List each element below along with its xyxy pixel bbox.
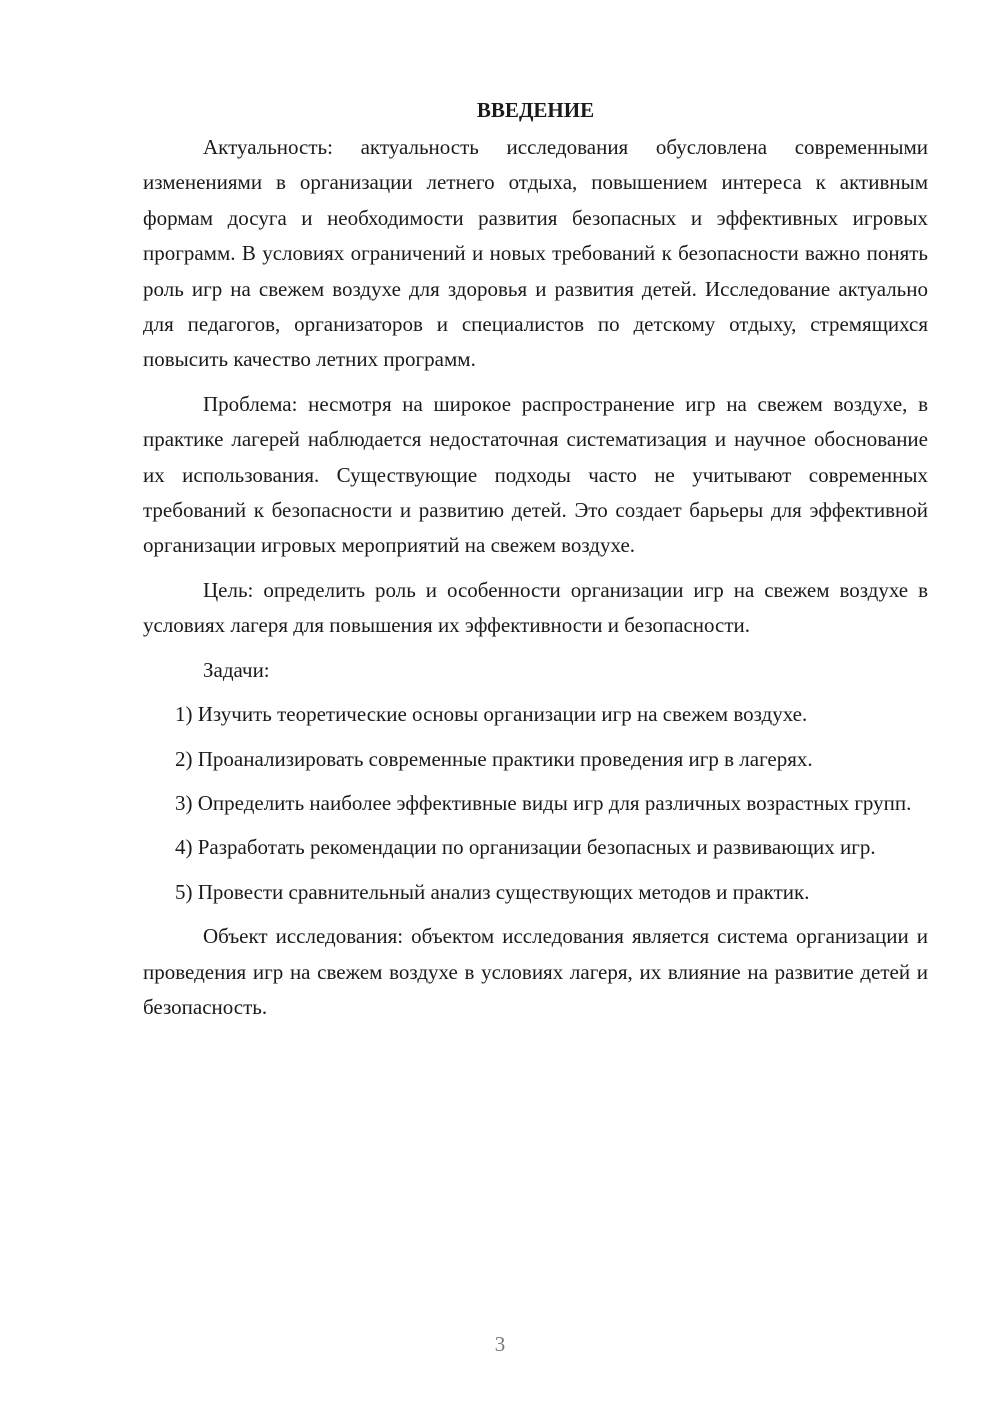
document-page <box>143 92 928 1034</box>
task-item-2: 2) Проанализировать современные практики проведения игр в лагерях. <box>175 746 813 771</box>
task-item-4: 4) Разработать рекомендации по организации безопасных и развивающих игр. <box>175 835 876 860</box>
page-title: ВВЕДЕНИЕ <box>476 98 595 122</box>
task-item-5: 5) Провести сравнительный анализ существующих методов и практик. <box>175 879 810 904</box>
paragraph-relevance: Актуальность: актуальность исследования обусловлена современными изменениями в организации летнего отдыха, повышением интереса к активным формам досуга и необходимости развития безопасных и эффективных игровых программ. В условиях ограничений и новых требований к безопасности важно понять роль игр на свежем воздухе для здоровья и развития детей. Исследование актуально для педагогов, организаторов и специалистов по детскому отдыху, стремящихся повысить качество летних программ. <box>143 135 928 372</box>
tasks-list <box>143 697 928 910</box>
tasks-heading: Задачи: <box>203 657 270 682</box>
task-item-1: 1) Изучить теоретические основы организации игр на свежем воздухе. <box>175 702 808 727</box>
paragraph-goal: Цель: определить роль и особенности организации игр на свежем воздухе в условиях лагеря для повышения их эффективности и безопасности. <box>143 577 928 638</box>
page-number: 3 <box>494 1332 506 1356</box>
paragraph-problem: Проблема: несмотря на широкое распространение игр на свежем воздухе, в практике лагерей наблюдается недостаточная систематизация и научное обоснование их использования. Существующие подходы часто не учитывают современных требований к безопасности и развитию детей. Это создает барьеры для эффективной организации игровых мероприятий на свежем воздухе. <box>143 391 928 558</box>
paragraph-object: Объект исследования: объектом исследования является система организации и проведения игр на свежем воздухе в условиях лагеря, их влияние на развитие детей и безопасность. <box>143 924 928 1019</box>
task-item-3: 3) Определить наиболее эффективные виды игр для различных возрастных групп. <box>175 790 912 815</box>
